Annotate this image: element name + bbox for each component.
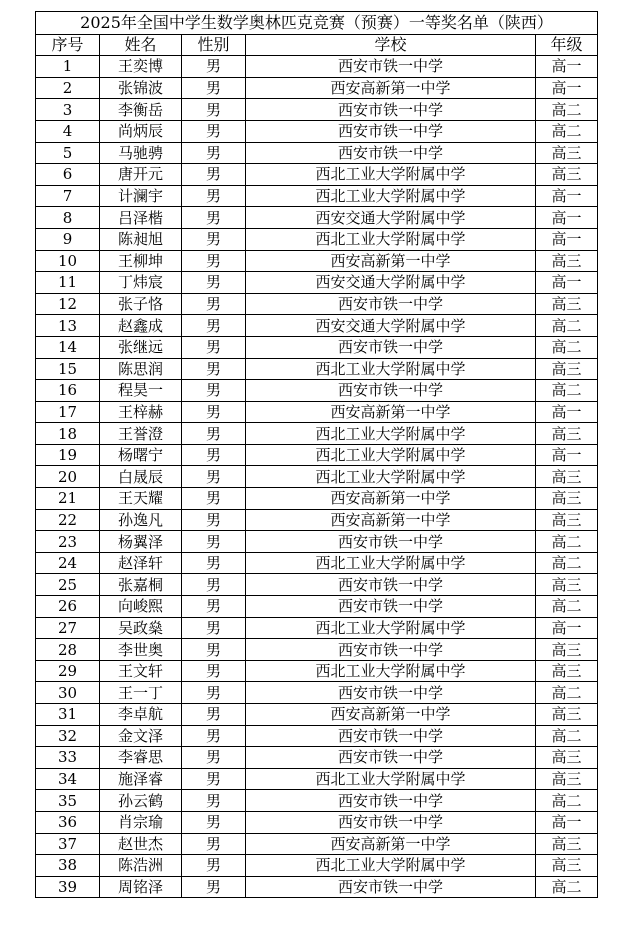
table-row xyxy=(36,855,598,877)
grade-cell: 高二 xyxy=(536,876,598,898)
gender-cell: 男 xyxy=(182,380,246,402)
grade-cell: 高一 xyxy=(536,444,598,466)
gender-cell: 男 xyxy=(182,142,246,164)
row-number-cell: 21 xyxy=(36,488,100,510)
table-row xyxy=(36,552,598,574)
row-number-cell: 37 xyxy=(36,833,100,855)
header-school: 学校 xyxy=(246,34,536,56)
school-cell: 西安市铁一中学 xyxy=(246,56,536,78)
school-cell: 西安市铁一中学 xyxy=(246,293,536,315)
grade-cell: 高一 xyxy=(536,228,598,250)
table-row xyxy=(36,120,598,142)
school-cell: 西安市铁一中学 xyxy=(246,790,536,812)
header-number: 序号 xyxy=(36,34,100,56)
gender-cell: 男 xyxy=(182,725,246,747)
school-cell: 西安市铁一中学 xyxy=(246,380,536,402)
row-number-cell: 11 xyxy=(36,272,100,294)
row-number-cell: 18 xyxy=(36,423,100,445)
table-row xyxy=(36,790,598,812)
table-row xyxy=(36,56,598,78)
row-number-cell: 8 xyxy=(36,207,100,229)
grade-cell: 高二 xyxy=(536,99,598,121)
student-name-cell: 王奕博 xyxy=(100,56,182,78)
row-number-cell: 3 xyxy=(36,99,100,121)
grade-cell: 高三 xyxy=(536,509,598,531)
school-cell: 西安市铁一中学 xyxy=(246,142,536,164)
table-row xyxy=(36,401,598,423)
grade-cell: 高二 xyxy=(536,596,598,618)
grade-cell: 高一 xyxy=(536,207,598,229)
school-cell: 西安市铁一中学 xyxy=(246,120,536,142)
student-name-cell: 陈思润 xyxy=(100,358,182,380)
row-number-cell: 6 xyxy=(36,164,100,186)
school-cell: 西安高新第一中学 xyxy=(246,509,536,531)
gender-cell: 男 xyxy=(182,336,246,358)
grade-cell: 高二 xyxy=(536,725,598,747)
table-row xyxy=(36,336,598,358)
grade-cell: 高一 xyxy=(536,272,598,294)
gender-cell: 男 xyxy=(182,120,246,142)
table-row xyxy=(36,358,598,380)
table-row xyxy=(36,811,598,833)
row-number-cell: 32 xyxy=(36,725,100,747)
school-cell: 西北工业大学附属中学 xyxy=(246,185,536,207)
school-cell: 西安交通大学附属中学 xyxy=(246,315,536,337)
school-cell: 西安市铁一中学 xyxy=(246,682,536,704)
student-name-cell: 金文泽 xyxy=(100,725,182,747)
table-row xyxy=(36,488,598,510)
table-row xyxy=(36,142,598,164)
grade-cell: 高三 xyxy=(536,250,598,272)
gender-cell: 男 xyxy=(182,77,246,99)
table-row xyxy=(36,185,598,207)
student-name-cell: 马驰骋 xyxy=(100,142,182,164)
gender-cell: 男 xyxy=(182,315,246,337)
row-number-cell: 39 xyxy=(36,876,100,898)
gender-cell: 男 xyxy=(182,56,246,78)
student-name-cell: 陈昶旭 xyxy=(100,228,182,250)
school-cell: 西北工业大学附属中学 xyxy=(246,423,536,445)
table-row xyxy=(36,228,598,250)
school-cell: 西北工业大学附属中学 xyxy=(246,358,536,380)
school-cell: 西安高新第一中学 xyxy=(246,488,536,510)
gender-cell: 男 xyxy=(182,747,246,769)
gender-cell: 男 xyxy=(182,768,246,790)
table-row xyxy=(36,293,598,315)
school-cell: 西安市铁一中学 xyxy=(246,99,536,121)
grade-cell: 高三 xyxy=(536,293,598,315)
gender-cell: 男 xyxy=(182,228,246,250)
school-cell: 西安高新第一中学 xyxy=(246,833,536,855)
student-name-cell: 王文轩 xyxy=(100,660,182,682)
student-name-cell: 杨曙宁 xyxy=(100,444,182,466)
student-name-cell: 王柳坤 xyxy=(100,250,182,272)
gender-cell: 男 xyxy=(182,466,246,488)
student-name-cell: 张嘉桐 xyxy=(100,574,182,596)
table-row xyxy=(36,423,598,445)
school-cell: 西北工业大学附属中学 xyxy=(246,164,536,186)
table-row xyxy=(36,272,598,294)
student-name-cell: 白晟辰 xyxy=(100,466,182,488)
student-name-cell: 向峻熙 xyxy=(100,596,182,618)
student-name-cell: 周铭泽 xyxy=(100,876,182,898)
table-row xyxy=(36,574,598,596)
row-number-cell: 14 xyxy=(36,336,100,358)
school-cell: 西安市铁一中学 xyxy=(246,725,536,747)
grade-cell: 高三 xyxy=(536,747,598,769)
student-name-cell: 孙云鹤 xyxy=(100,790,182,812)
row-number-cell: 13 xyxy=(36,315,100,337)
gender-cell: 男 xyxy=(182,660,246,682)
table-row xyxy=(36,466,598,488)
student-name-cell: 王一丁 xyxy=(100,682,182,704)
table-row xyxy=(36,704,598,726)
gender-cell: 男 xyxy=(182,552,246,574)
grade-cell: 高三 xyxy=(536,660,598,682)
school-cell: 西北工业大学附属中学 xyxy=(246,768,536,790)
grade-cell: 高二 xyxy=(536,552,598,574)
school-cell: 西安市铁一中学 xyxy=(246,574,536,596)
student-name-cell: 计澜宇 xyxy=(100,185,182,207)
school-cell: 西安市铁一中学 xyxy=(246,811,536,833)
title-row xyxy=(36,12,598,35)
gender-cell: 男 xyxy=(182,99,246,121)
gender-cell: 男 xyxy=(182,790,246,812)
table-row xyxy=(36,876,598,898)
grade-cell: 高三 xyxy=(536,574,598,596)
gender-cell: 男 xyxy=(182,488,246,510)
table-row xyxy=(36,617,598,639)
row-number-cell: 29 xyxy=(36,660,100,682)
gender-cell: 男 xyxy=(182,164,246,186)
student-name-cell: 赵泽轩 xyxy=(100,552,182,574)
table-row xyxy=(36,639,598,661)
grade-cell: 高三 xyxy=(536,639,598,661)
student-name-cell: 陈浩洲 xyxy=(100,855,182,877)
header-gender: 性别 xyxy=(182,34,246,56)
gender-cell: 男 xyxy=(182,293,246,315)
grade-cell: 高三 xyxy=(536,768,598,790)
gender-cell: 男 xyxy=(182,855,246,877)
student-name-cell: 李卓航 xyxy=(100,704,182,726)
school-cell: 西北工业大学附属中学 xyxy=(246,617,536,639)
grade-cell: 高一 xyxy=(536,77,598,99)
gender-cell: 男 xyxy=(182,833,246,855)
school-cell: 西安市铁一中学 xyxy=(246,639,536,661)
row-number-cell: 22 xyxy=(36,509,100,531)
student-name-cell: 唐开元 xyxy=(100,164,182,186)
student-name-cell: 张继远 xyxy=(100,336,182,358)
student-name-cell: 孙逸凡 xyxy=(100,509,182,531)
student-name-cell: 丁炜宸 xyxy=(100,272,182,294)
row-number-cell: 16 xyxy=(36,380,100,402)
student-name-cell: 张锦波 xyxy=(100,77,182,99)
gender-cell: 男 xyxy=(182,811,246,833)
student-name-cell: 赵鑫成 xyxy=(100,315,182,337)
grade-cell: 高一 xyxy=(536,56,598,78)
row-number-cell: 27 xyxy=(36,617,100,639)
gender-cell: 男 xyxy=(182,423,246,445)
grade-cell: 高二 xyxy=(536,336,598,358)
table-row xyxy=(36,380,598,402)
table-row xyxy=(36,164,598,186)
school-cell: 西北工业大学附属中学 xyxy=(246,466,536,488)
grade-cell: 高三 xyxy=(536,358,598,380)
student-name-cell: 杨翼泽 xyxy=(100,531,182,553)
school-cell: 西安市铁一中学 xyxy=(246,531,536,553)
gender-cell: 男 xyxy=(182,185,246,207)
row-number-cell: 24 xyxy=(36,552,100,574)
gender-cell: 男 xyxy=(182,509,246,531)
student-name-cell: 赵世杰 xyxy=(100,833,182,855)
student-name-cell: 李睿思 xyxy=(100,747,182,769)
school-cell: 西安高新第一中学 xyxy=(246,704,536,726)
school-cell: 西安市铁一中学 xyxy=(246,336,536,358)
row-number-cell: 35 xyxy=(36,790,100,812)
school-cell: 西安交通大学附属中学 xyxy=(246,272,536,294)
table-row xyxy=(36,596,598,618)
grade-cell: 高二 xyxy=(536,120,598,142)
table-row xyxy=(36,725,598,747)
gender-cell: 男 xyxy=(182,704,246,726)
gender-cell: 男 xyxy=(182,272,246,294)
student-name-cell: 王天耀 xyxy=(100,488,182,510)
gender-cell: 男 xyxy=(182,358,246,380)
school-cell: 西安高新第一中学 xyxy=(246,250,536,272)
gender-cell: 男 xyxy=(182,876,246,898)
row-number-cell: 17 xyxy=(36,401,100,423)
school-cell: 西安市铁一中学 xyxy=(246,876,536,898)
header-name: 姓名 xyxy=(100,34,182,56)
school-cell: 西安高新第一中学 xyxy=(246,401,536,423)
student-name-cell: 张子恪 xyxy=(100,293,182,315)
grade-cell: 高三 xyxy=(536,466,598,488)
school-cell: 西安市铁一中学 xyxy=(246,596,536,618)
table-row xyxy=(36,660,598,682)
gender-cell: 男 xyxy=(182,250,246,272)
award-list-table xyxy=(35,11,598,898)
table-row xyxy=(36,444,598,466)
row-number-cell: 26 xyxy=(36,596,100,618)
table-row xyxy=(36,77,598,99)
table-row xyxy=(36,250,598,272)
row-number-cell: 1 xyxy=(36,56,100,78)
grade-cell: 高一 xyxy=(536,811,598,833)
student-name-cell: 程昊一 xyxy=(100,380,182,402)
school-cell: 西北工业大学附属中学 xyxy=(246,660,536,682)
grade-cell: 高三 xyxy=(536,488,598,510)
grade-cell: 高三 xyxy=(536,855,598,877)
grade-cell: 高二 xyxy=(536,682,598,704)
school-cell: 西北工业大学附属中学 xyxy=(246,855,536,877)
row-number-cell: 12 xyxy=(36,293,100,315)
gender-cell: 男 xyxy=(182,531,246,553)
row-number-cell: 38 xyxy=(36,855,100,877)
row-number-cell: 7 xyxy=(36,185,100,207)
gender-cell: 男 xyxy=(182,207,246,229)
table-row xyxy=(36,531,598,553)
gender-cell: 男 xyxy=(182,444,246,466)
student-name-cell: 吕泽楷 xyxy=(100,207,182,229)
gender-cell: 男 xyxy=(182,596,246,618)
row-number-cell: 10 xyxy=(36,250,100,272)
gender-cell: 男 xyxy=(182,682,246,704)
grade-cell: 高二 xyxy=(536,531,598,553)
grade-cell: 高二 xyxy=(536,380,598,402)
grade-cell: 高二 xyxy=(536,790,598,812)
row-number-cell: 20 xyxy=(36,466,100,488)
student-name-cell: 吴政燊 xyxy=(100,617,182,639)
gender-cell: 男 xyxy=(182,574,246,596)
table-title: 2025年全国中学生数学奥林匹克竞赛（预赛）一等奖名单（陕西） xyxy=(36,12,598,35)
grade-cell: 高一 xyxy=(536,617,598,639)
row-number-cell: 15 xyxy=(36,358,100,380)
table-row xyxy=(36,833,598,855)
row-number-cell: 25 xyxy=(36,574,100,596)
row-number-cell: 31 xyxy=(36,704,100,726)
row-number-cell: 33 xyxy=(36,747,100,769)
gender-cell: 男 xyxy=(182,617,246,639)
table-row xyxy=(36,99,598,121)
table-row xyxy=(36,682,598,704)
student-name-cell: 王梓赫 xyxy=(100,401,182,423)
header-grade: 年级 xyxy=(536,34,598,56)
grade-cell: 高三 xyxy=(536,164,598,186)
table-row xyxy=(36,747,598,769)
gender-cell: 男 xyxy=(182,401,246,423)
student-name-cell: 李世奥 xyxy=(100,639,182,661)
row-number-cell: 36 xyxy=(36,811,100,833)
student-name-cell: 王誉澄 xyxy=(100,423,182,445)
row-number-cell: 9 xyxy=(36,228,100,250)
row-number-cell: 4 xyxy=(36,120,100,142)
grade-cell: 高三 xyxy=(536,423,598,445)
school-cell: 西北工业大学附属中学 xyxy=(246,228,536,250)
student-name-cell: 尚炳辰 xyxy=(100,120,182,142)
student-name-cell: 李衡岳 xyxy=(100,99,182,121)
grade-cell: 高一 xyxy=(536,185,598,207)
table-row xyxy=(36,207,598,229)
row-number-cell: 2 xyxy=(36,77,100,99)
school-cell: 西安市铁一中学 xyxy=(246,747,536,769)
table-row xyxy=(36,509,598,531)
row-number-cell: 5 xyxy=(36,142,100,164)
table-row xyxy=(36,768,598,790)
grade-cell: 高一 xyxy=(536,401,598,423)
row-number-cell: 19 xyxy=(36,444,100,466)
school-cell: 西北工业大学附属中学 xyxy=(246,552,536,574)
header-row xyxy=(36,34,598,56)
student-name-cell: 肖宗瑜 xyxy=(100,811,182,833)
grade-cell: 高三 xyxy=(536,704,598,726)
row-number-cell: 30 xyxy=(36,682,100,704)
row-number-cell: 23 xyxy=(36,531,100,553)
grade-cell: 高二 xyxy=(536,315,598,337)
student-name-cell: 施泽睿 xyxy=(100,768,182,790)
gender-cell: 男 xyxy=(182,639,246,661)
school-cell: 西北工业大学附属中学 xyxy=(246,444,536,466)
school-cell: 西安高新第一中学 xyxy=(246,77,536,99)
row-number-cell: 34 xyxy=(36,768,100,790)
grade-cell: 高三 xyxy=(536,833,598,855)
row-number-cell: 28 xyxy=(36,639,100,661)
school-cell: 西安交通大学附属中学 xyxy=(246,207,536,229)
table-row xyxy=(36,315,598,337)
grade-cell: 高三 xyxy=(536,142,598,164)
